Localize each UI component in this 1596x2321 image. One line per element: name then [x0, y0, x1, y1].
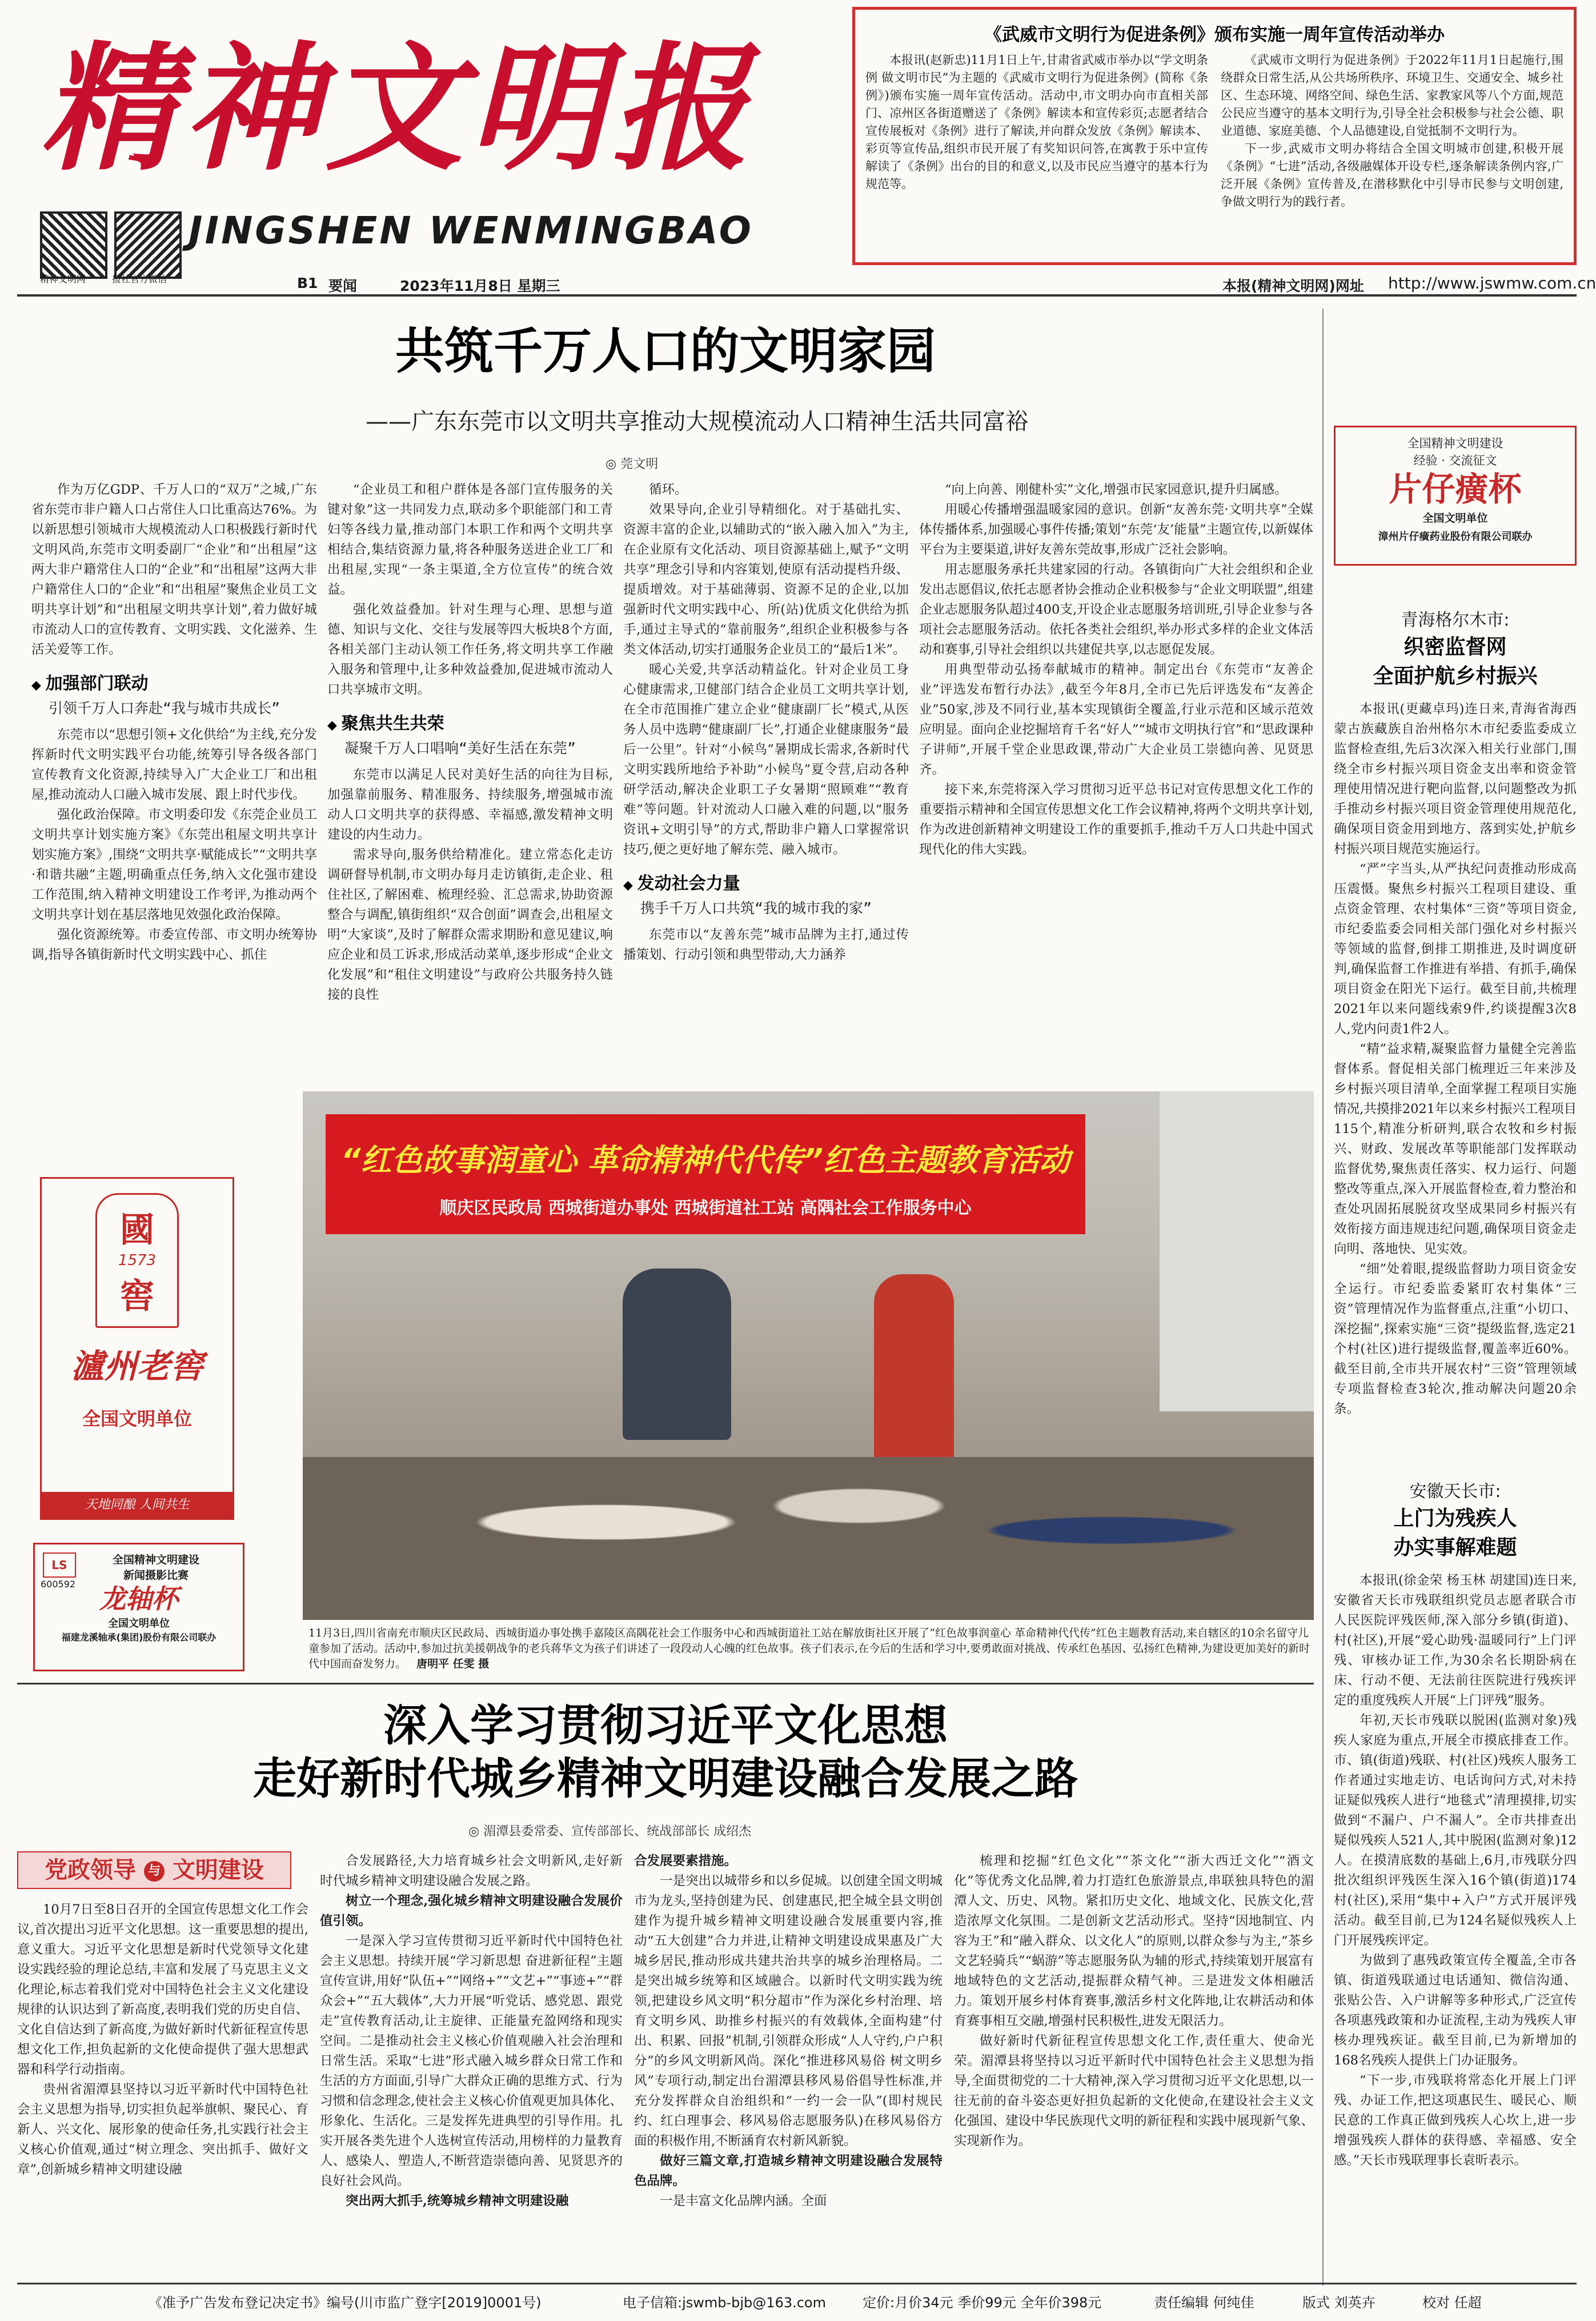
ls-badge — [43, 1552, 76, 1578]
section-name: 要闻 — [328, 278, 358, 294]
tag-mid: 与 — [144, 1861, 165, 1882]
qr-code-1 — [40, 211, 107, 279]
qr-code-2 — [114, 211, 182, 279]
caption-credit: 唐明平 任雯 摄 — [416, 1658, 490, 1670]
lead-col-3 — [623, 480, 909, 1086]
ad-line: 漳州片仔癀药业股份有限公司联办 — [1378, 531, 1533, 543]
second-title-2: 走好新时代城乡精神文明建设融合发展之路 — [253, 1753, 1078, 1804]
lead-subhead: ◆ 聚焦共生共荣 — [327, 709, 613, 734]
right-article-title: 全面护航乡村振兴 — [1373, 665, 1538, 688]
second-para: 贵州省湄潭县坚持以习近平新时代中国特色社会主义思想为指导,切实担负起举旗帜、聚民心、育新人、兴文化、展形象的使命任务,扎实践行社会主义核心价值观,通过“树立理念、突出抓手、做好文章”,创新城乡精神文明建设融 — [17, 2082, 308, 2177]
right-article-para: 本报讯(更藏卓玛)连日来,青海省海西蒙古族藏族自治州格尔木市纪委监委成立监督检查组,先后3次深入相关行业部门,围绕全市乡村振兴项目资金支出率和资金管理使用情况进行靶向监督,以问题整改为抓手推动乡村振兴项目资金管理使用规范化,确保项目资金用到地方、落到实处,护航乡村振兴项目规范实施运行。 — [1334, 702, 1577, 857]
footer-proof: 校对 任超 — [1422, 2295, 1482, 2311]
lead-para: 效果导向,企业引导精细化。对于基础扎实、资源丰富的企业,以辅助式的“嵌入融入加入”为主,在企业原有文化活动、项目资源基础上,赋予“文明共享”理念引导和内容策划,使原有活动提档升级、提质增效。对于基础薄弱、资源不足的企业,以加强新时代文明实践中心、所(站)优质文化供给为抓手,通过主导式的“靠前服务”,组织企业积极参与各类文体活动,切实打通服务企业员工的“最后1米”。 — [623, 502, 909, 657]
ad-line: 全国文明单位 — [1422, 512, 1488, 525]
ad-line: 福建龙溪轴承(集团)股份有限公司联办 — [61, 1632, 216, 1643]
right-article-title: 织密监督网 — [1403, 635, 1507, 659]
right-article-region: 安徽天长市: — [1409, 1482, 1501, 1502]
photo-caption — [308, 1626, 1314, 1671]
lead-para: 东莞市以“友善东莞”城市品牌为主打,通过传播策划、行动引领和典型带动,大力涵养 — [623, 927, 909, 962]
lead-para: 作为万亿GDP、千万人口的“双万”之城,广东省东莞市非户籍人口占常住人口比重高达76%。为以新思想引领城市大规模流动人口积极践行新时代文明风尚,东莞市文明委副厂“企业”和“出租屋”这两大非户籍常住人口的“企业”和“出租屋”这两大非户籍常住人口的“企业”和“出租屋”聚焦企业员工文明共享计划”和“出租屋文明共享计划”,着力做好城市流动人口的宣传教育、文明实践、文化滋养、生活关爱等工作。 — [31, 482, 318, 657]
second-title-1: 深入学习贯彻习近平文化思想 — [383, 1700, 948, 1751]
seal-year: 1573 — [118, 1252, 157, 1269]
second-col-1 — [17, 1900, 308, 2271]
top-news-box — [852, 7, 1577, 265]
seal-char: 窖 — [120, 1276, 154, 1316]
masthead-title: 精神文明报 — [40, 28, 755, 189]
lead-para: 接下来,东莞将深入学习贯彻习近平总书记对宣传思想文化工作的重要指示精神和全国宣传思想文化工作会议精神,将两个文明共享计划,作为改进创新精神文明建设工作的重要抓手,推动千万人口共赴中国式现代化的伟大实践。 — [919, 782, 1313, 857]
lead-col-2 — [327, 480, 613, 1086]
lead-col-1 — [31, 480, 317, 1086]
right-article-para: 本报讯(徐金荣 杨玉林 胡建国)连日来,安徽省天长市残联组织党员志愿者联合市人民医院评残医师,深入部分乡镇(街道)、村(社区),开展“爱心助残·温暖同行”上门评残、审核办证工作,为30余名长期卧病在床、行动不便、无法前往医院进行残疾评定的重度残疾人开展“上门评残”服务。 — [1334, 1573, 1577, 1708]
lead-subquote: 携手千万人口共筑“我的城市我的家” — [640, 900, 872, 917]
lead-para: 东莞市以“思想引领+文化供给”为主线,充分发挥新时代文明实践平台功能,统筹引导各级各部门宣传教育文化资源,持续导入广大企业工厂和出租屋,推动流动人口融入城市发展、跟上时代步伐。 — [31, 727, 317, 802]
right-article-para: “严”字当头,从严执纪问责推动形成高压震慑。聚焦乡村振兴工程项目建设、重点资金管理、农村集体“三资”等项目资金,市纪委监委会同相关部门强化对乡村振兴等领域的监督,倒排工期推进,及时调度研判,确保监督工作推进有举措、有抓手,确保项目资金在阳光下运行。截至目前,共梳理2021年以来问题线索9件,约谈提醒3次8人,党内问责1件2人。 — [1334, 862, 1577, 1037]
banner-sub-text: 顺庆区民政局 西城街道办事处 西城街道社工站 高隅社会工作服务中心 — [439, 1198, 972, 1218]
lead-para: 东莞市以满足人民对美好生活的向往为目标,加强靠前服务、精准服务、持续服务,增强城市流动人口文明共享的获得感、幸福感,激发精神文明建设的内生动力。 — [327, 767, 613, 842]
lead-para: “向上向善、刚健朴实”文化,增强市民家园意识,提升归属感。 — [945, 482, 1288, 497]
ad-pianzaihuang — [1334, 426, 1577, 566]
footer-email[interactable]: 电子信箱:jswmb-bjb@163.com — [623, 2295, 826, 2311]
lead-subhead: ◆ 发动社会力量 — [623, 869, 909, 894]
ad-line: 全国精神文明建设 — [1407, 437, 1503, 450]
right-article-title: 办实事解难题 — [1393, 1536, 1517, 1559]
ls-code: 600592 — [41, 1579, 76, 1590]
top-news-title: 《武威市文明行为促进条例》颁布实施一周年宣传活动举办 — [984, 25, 1445, 45]
second-col-4 — [954, 1851, 1314, 2271]
site-url[interactable]: http://www.jswmw.com.cn — [1388, 274, 1596, 293]
column-tag — [17, 1851, 291, 1889]
top-news-p2: 《武威市文明行为促进条例》于2022年11月1日起施行,围绕群众日常生活,从公共场所秩序、环境卫生、交通安全、城乡社区、生态环境、网络空间、绿色生活、家教家风等八个方面,规范公民应当遵守的基本文明行为,引导全社会积极参与社会公德、职业道德、家庭美德、个人品德建设,自觉抵制不文明行为。 — [1221, 53, 1563, 138]
banner-text: “红色故事润童心 革命精神代代传”红色主题教育活动 — [340, 1142, 1070, 1178]
footer-price: 定价:月价34元 季价99元 全年价398元 — [863, 2295, 1102, 2311]
second-col-2 — [320, 1851, 623, 2271]
right-article-2 — [1334, 1477, 1577, 2271]
lead-subtitle: ——广东东莞市以文明共享推动大规模流动人口精神生活共同富裕 — [366, 409, 1028, 435]
second-para: 合发展路径,大力培育城乡社会文明新风,走好新时代城乡精神文明建设融合发展之路。 — [320, 1854, 623, 1888]
page-number: B1 — [297, 275, 318, 291]
ad-line: 经验 · 交流征文 — [1413, 454, 1497, 467]
date-bar — [17, 271, 1596, 297]
section-rule — [17, 1683, 1314, 1684]
tag-part: 党政领导 — [45, 1857, 137, 1883]
ad-longzhou — [33, 1543, 244, 1671]
lead-para: 强化效益叠加。针对生理与心理、思想与道德、知识与文化、交往与发展等四大板块8个方面,各相关部门主动认领工作任务,将文明共享工作融入服务和管理中,让多种效益叠加,促进城市流动人口共享城市文明。 — [327, 602, 613, 697]
second-section-lead: 做好三篇文章,打造城乡精神文明建设融合发展特色品牌。 — [634, 2154, 943, 2188]
caption-text: 11月3日,四川省南充市顺庆区民政局、西城街道办事处携手嘉陵区高隅花社会工作服务中心和西城街道社工站在解放街社区开展了“红色故事润童心 革命精神代代传”红色主题教育活动,来自辖区的10余名留守儿童参加了活动。活动中,参加过抗美援朝战争的老兵蒋华文为孩子们讲述了一段段动人心魄的红色故事。孩子们表示,在今后的生活和学习中,要勇敢面对挑战、传承红色基因、弘扬红色精神,为建设更加美好的新时代中国而奋发努力。 — [308, 1627, 1310, 1670]
lead-para: 强化政治保障。市文明委印发《东莞企业员工文明共享计划实施方案》《东莞出租屋文明共享计划实施方案》,围绕“文明共享·赋能成长”“文明共享·和谐共融”主题,明确重点任务,纳入文化强市建设工作范围,纳入精神文明建设工作考评,为推动两个文明共享计划在基层落地见效强化政治保障。 — [31, 807, 317, 922]
second-section-lead: 树立一个理念,强化城乡精神文明建设融合发展价值引领。 — [320, 1894, 623, 1928]
qr-label-1: 精神文明网 — [40, 274, 86, 285]
site-label: 本报(精神文明网)网址 — [1222, 278, 1364, 294]
photo-veteran — [623, 1268, 731, 1440]
lead-para: 需求导向,服务供给精准化。建立常态化走访调研督导机制,市文明办每月走访镇街,走企业、租住社区,了解困难、梳理经验、汇总需求,协助资源整合与调配,镇街组织“双合创面”调查会,出租屋文明“大家谈”,及时了解群众需求期盼和意见建议,响应企业和员工诉求,形成活动菜单,逐步形成“企业文化发展”和“租住文明建设”与政府公共服务持久链接的良性 — [327, 847, 613, 1002]
footer-editor: 责任编辑 何纯佳 — [1154, 2295, 1254, 2311]
footer-layout: 版式 刘英卉 — [1302, 2295, 1376, 2311]
footer — [17, 2283, 1577, 2314]
lead-para: 用志愿服务承托共建家园的行动。各镇街向广大社会组织和企业发出志愿倡议,依托志愿者协会推动企业积极参与“企业文明联盟”,组建企业志愿服务队超过400支,开设企业志愿服务培训班,引导企业参与各项社会志愿服务活动。依托各类社会组织,举办形式多样的企业文体活动和赛事,引导社会组织以共建促共享,以志愿促发展。 — [919, 562, 1313, 657]
second-section-lead: 合发展要素措施。 — [634, 1854, 737, 1868]
right-article-para: “细”处着眼,提级监督助力项目资金安全运行。市纪委监委紧盯农村集体“三资”管理情况作为监督重点,注重“小切口、深挖掘”,探索实施“三资”提级监督,选定21个村(社区)进行提级监督,覆盖率近60%。截至目前,全市共开展农村“三资”管理领域专项监督检查3轮次,推动解决问题20余条。 — [1334, 1262, 1577, 1416]
lead-subquote: 引领千万人口奔赴“我与城市共成长” — [49, 700, 280, 717]
top-news-p3: 下一步,武威市文明办将结合全国文明城市创建,积极开展《条例》“七进”活动,各级融媒体开设专栏,逐条解读条例内容,广泛开展《条例》宣传普及,在潜移默化中引导市民参与文明创建,争做文明行为的践行者。 — [1221, 142, 1563, 209]
ad-luzhou-laojiao — [40, 1177, 234, 1520]
lead-para: 用典型带动弘扬奉献城市的精神。制定出台《东莞市“友善企业”评选发布暂行办法》,截至今年8月,全市已先后评选发布“友善企业”50家,涉及不同行业,基本实现镇街全覆盖,行业示范和区域示范效应明显。面向企业挖掘培育千名“好人”“城市文明执行官”和“思政课种子讲师”,开展千堂企业思政课,带动广大企业员工崇德向善、见贤思齐。 — [919, 662, 1313, 777]
right-article-title: 上门为残疾人 — [1393, 1507, 1517, 1530]
right-article-region: 青海格尔木市: — [1401, 610, 1510, 630]
ad-brand: 片仔癀杯 — [1389, 470, 1522, 509]
issue-date: 2023年11月8日 星期三 — [400, 278, 560, 294]
seal-char: 國 — [120, 1210, 154, 1250]
news-photo — [303, 1091, 1314, 1620]
photo-window — [1160, 1091, 1314, 1411]
lead-subquote: 凝聚千万人口唱响“美好生活在东莞” — [344, 740, 576, 757]
photo-banner — [326, 1114, 1085, 1234]
second-para: 做好新时代新征程宣传思想文化工作,责任重大、使命光荣。湄潭县将坚持以习近平新时代中国特色社会主义思想为指导,全面贯彻党的二十大精神,深入学习贯彻习近平文化思想,以一往无前的奋斗姿态更好担负起新的文化使命,在建设社会主义文化强国、建设中华民族现代文明的新征程和实践中展现新气象、实现新作为。 — [954, 2034, 1314, 2148]
right-divider — [1322, 309, 1324, 2286]
right-article-1 — [1334, 606, 1577, 1416]
lead-para: 暖心关爱,共享活动精益化。针对企业员工身心健康需求,卫健部门结合企业员工文明共享计划,在全市范围推广建立企业“健康副厂长”模式,从医务人员中选聘“健康副厂长”,打通企业健康服务“最后一公里”。针对“小候鸟”暑期成长需求,各新时代文明实践所地给予补助“小候鸟”夏令营,启动各种研学活动,解决企业职工子女暑期“照顾难”“教育难”等问题。针对流动人口融入难的问题,以“服务资讯+文明引导”的方式,帮助非户籍人口掌握常识技巧,便之更好地了解东莞、融入城市。 — [623, 662, 909, 857]
ad-slogan: 天地同酿 人间共生 — [42, 1492, 232, 1518]
second-para: 一是丰富文化品牌内涵。全面 — [660, 2194, 827, 2208]
ad-line: 全国文明单位 — [108, 1618, 170, 1630]
lead-subhead: ◆ 加强部门联动 — [31, 669, 317, 694]
lead-col-4 — [919, 480, 1313, 1086]
right-article-para: 为做到了惠残政策宣传全覆盖,全市各镇、街道残联通过电话通知、微信沟通、张贴公告、入户讲解等多种形式,广泛宣传各项惠残政策和办证流程,主动为残疾人审核办理残疾证。截至目前,已为新增加的168名残疾人提供上门办证服务。 — [1334, 1953, 1577, 2068]
lead-para: 强化资源统筹。市委宣传部、市文明办统筹协调,指导各镇街新时代文明实践中心、抓住 — [31, 927, 317, 962]
ls-badge-text: LS — [51, 1558, 67, 1572]
second-section-lead: 突出两大抓手,统筹城乡精神文明建设融 — [346, 2194, 569, 2208]
second-col-3 — [634, 1851, 943, 2271]
footer-license: 《准予广告发布登记决定书》编号(川市监广登字[2019]0001号) — [149, 2295, 542, 2311]
ad-brand: 龙轴杯 — [99, 1583, 178, 1614]
tag-part: 文明建设 — [172, 1857, 264, 1883]
lead-para: 循环。 — [649, 482, 688, 497]
photo-children — [303, 1457, 1314, 1620]
seal-logo — [95, 1193, 179, 1328]
ad-line: 全国文明单位 — [82, 1408, 192, 1430]
lead-title: 共筑千万人口的文明家园 — [395, 323, 936, 380]
right-article-para: 年初,天长市残联以脱困(监测对象)残疾人家庭为重点,开展全市摸底排查工作。市、镇(街道)残联、村(社区)残疾人服务工作者通过实地走访、电话询问方式,对未持证疑似残疾人进行“地毯式”清理摸排,切实做到“不漏户、户不漏人”。全市共排查出疑似残疾人521人,其中脱困(监测对象)12人。在摸清底数的基础上,6月,市残联分四批次组织评残医生深入16个镇(街道)174村(社区),采用“集中+入户”方式开展评残活动。截至目前,已为124名疑似残疾人上门开展残疾评定。 — [1334, 1713, 1577, 1948]
second-author: ◎ 湄潭县委常委、宣传部部长、统战部部长 成绍杰 — [468, 1824, 752, 1839]
ad-line: 新闻摄影比赛 — [123, 1569, 189, 1582]
masthead-pinyin: JINGSHEN WENMINGBAO — [189, 209, 753, 253]
top-news-p1: 本报讯(赵新忠)11月1日上午,甘肃省武威市举办以“学文明条例 做文明市民”为主题的《武威市文明行为促进条例》(简称《条例》)颁布实施一周年宣传活动。活动中,市文明办向市直相关部门、凉州区各街道赠送了《条例》解读本和宣传彩页;志愿者结合宣传展板对《条例》进行了解读,并向群众发放《条例》解读本、彩页等宣传品,组织市民开展了有奖知识问答,在寓教于乐中宣传解读了《条例》出台的目的和意义,以及市民应当遵守的基本行为规范等。 — [865, 53, 1208, 191]
right-article-para: “下一步,市残联将常态化开展上门评残、办证工作,把这项惠民生、暖民心、顺民意的工作真正做到残疾人心坎上,进一步增强残疾人群体的获得感、幸福感、安全感。”天长市残联理事长袁昕表示。 — [1334, 2073, 1577, 2168]
lead-para: “企业员工和租户群体是各部门宣传服务的关键对象”这一共同发力点,联动多个职能部门和工青妇等各线力量,推动部门本职工作和两个文明共享相结合,集结资源力量,将各种服务送进企业工厂和出租屋,实现“一条主渠道,全方位宣传”的统合效益。 — [327, 482, 613, 597]
second-para: 梳理和挖掘“红色文化”“茶文化”“浙大西迁文化”“酒文化”等优秀文化品牌,着力打造红色旅游景点,串联独具特色的湄潭人文、历史、风物。紧扣历史文化、地域文化、民族文化,营造浓厚文化氛围。二是创新文艺活动形式。坚持“因地制宜、内容为王”和“融入群众、以文化人”的原则,以群众参与为主,“茶乡文艺轻骑兵”“蜗游”等志愿服务队为辅的形式,持续策划开展富有地域特色的文艺活动,提振群众精气神。三是进发文体相融活力。策划开展乡村体育赛事,激活乡村文化阵地,让农耕活动和体育赛事相互交融,增强村民积极性,进发无限活力。 — [954, 1854, 1314, 2028]
second-para: 一是突出以城带乡和以乡促城。以创建全国文明城市为龙头,坚持创建为民、创建惠民,把全城全县文明创建作为提升城乡精神文明建设融合发展重要内容,推动“五大创建”合力并进,让精神文明建设成果惠及广大城乡居民,推动形成共建共治共享的城乡治理格局。二是突出城乡统筹和区域融合。以新时代文明实践为统领,把建设乡风文明“积分超市”作为深化乡村治理、培育文明乡风、助推乡村振兴的有效载体,全面构建“付出、积累、回报”机制,引领群众形成“人人守约,户户积分”的乡风文明新风尚。深化“推进移风易俗 树文明乡风”专项行动,制定出台湄潭县移风易俗倡导性标准,并充分发挥群众自治组织和“一约一会一队”(即村规民约、红白理事会、移风易俗志愿服务队)在移风易俗方面的积极作用,不断涵育农村新风新貌。 — [634, 1874, 943, 2148]
ad-line: 全国精神文明建设 — [112, 1554, 199, 1566]
qr-label-2: 报社官方微信 — [112, 274, 167, 285]
right-article-para: “精”益求精,凝聚监督力量健全完善监督体系。督促相关部门梳理近三年来涉及乡村振兴项目清单,全面掌握工程项目实施情况,共摸排2021年以来乡村振兴工程项目115个,精准分析研判,联合农牧和乡村振兴、财政、发展改革等职能部门发挥联动监督优势,聚焦责任落实、权力运行、问题整改等重点,深入开展监督检查,着力整治和查处巩固拓展脱贫攻坚成果同乡村振兴有效衔接方面违规违纪问题,确保项目资金走向明、落地快、见实效。 — [1334, 1042, 1577, 1256]
second-para: 10月7日至8日召开的全国宣传思想文化工作会议,首次提出习近平文化思想。这一重要思想的提出,意义重大。习近平文化思想是新时代党领导文化建设实践经验的理论总结,丰富和发展了马克思主义文化理论,标志着我们党对中国特色社会主义文化建设规律的认识达到了新高度,表明我们党的历史自信、文化自信达到了新高度,为做好新时代新征程宣传思想文化工作,担负起新的文化使命提供了强大思想武器和科学行动指南。 — [17, 1902, 308, 2077]
second-para: 一是深入学习宣传贯彻习近平新时代中国特色社会主义思想。持续开展“学习新思想 奋进新征程”主题宣传宣讲,用好“队伍+”“网络+”“文艺+”“事迹+”“群众会+”“五大载体”,大力开展“听党话、感党恩、跟党走”宣传教育活动,让主旋律、正能量充盈网络和现实空间。二是推动社会主义核心价值观融入社会治理和日常生活。采取“七进”形式融入城乡群众日常工作和生活的方方面面,引导广大群众正确的思维方式、行为习惯和信念理念,使社会主义核心价值观更加具体化、形象化、生活化。三是发挥先进典型的引导作用。扎实开展各类先进个人选树宣传活动,用榜样的力量教育人、感染人、塑造人,不断营造崇德向善、见贤思齐的良好社会风尚。 — [320, 1934, 623, 2188]
lead-author: ◎ 莞文明 — [605, 457, 659, 471]
ad-calligraphy: 瀘州老窖 — [70, 1347, 203, 1386]
lead-para: 用暖心传播增强温暖家园的意识。创新“友善东莞·文明共享”全媒体传播体系,加强暖心事件传播;策划“东莞‘友’能量”主题宣传,以新媒体平台为主要渠道,讲好友善东莞故事,形成广泛社会影响。 — [919, 502, 1313, 557]
